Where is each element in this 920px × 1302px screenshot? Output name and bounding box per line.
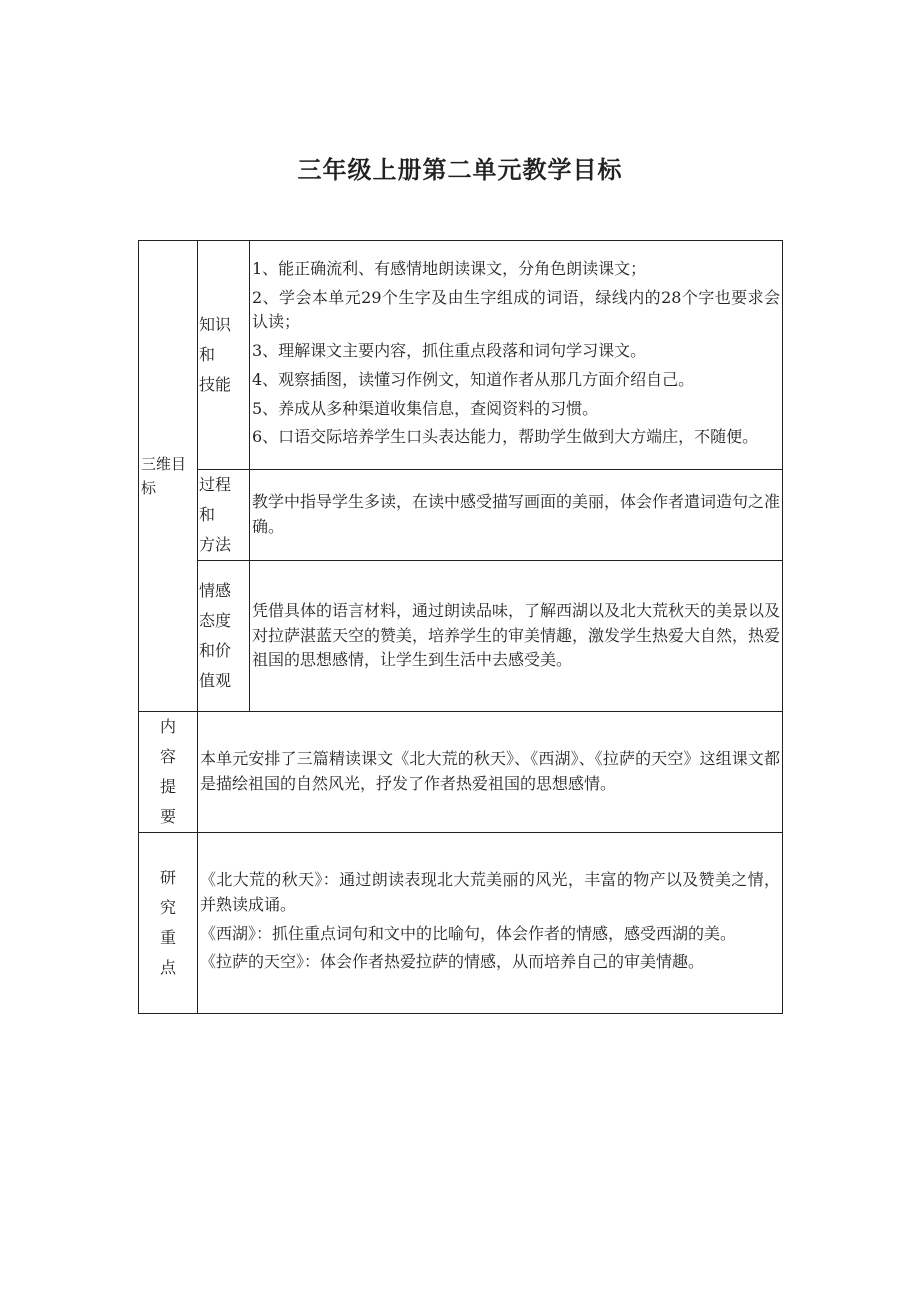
- knowledge-row: [139, 241, 783, 470]
- label-line: 知识: [199, 315, 232, 334]
- label-line: 和: [199, 345, 216, 364]
- research-focus-row: [139, 833, 783, 1014]
- knowledge-skills-content: [250, 241, 783, 470]
- research-focus-content: [198, 833, 783, 1014]
- content-summary-row: [139, 712, 783, 833]
- label-line: 过程: [199, 475, 232, 494]
- process-method-content: 教学中指导学生多读，在读中感受描写画面的美丽，体会作者遣词造句之准确。: [250, 470, 783, 561]
- emotion-values-content: 凭借具体的语言材料，通过朗读品味，了解西湖以及北大荒秋天的美景以及对拉萨湛蓝天空的赞美，培养学生的审美情趣，激发学生热爱大自然，热爱祖国的思想感情，让学生到生活中去感受美。: [250, 561, 783, 712]
- three-dimensional-goals-label: 三维目标: [139, 241, 198, 712]
- label-line: 要: [159, 807, 176, 826]
- label-line: 容: [159, 747, 176, 766]
- emotion-row: [139, 561, 783, 712]
- knowledge-skills-label: [198, 241, 250, 470]
- research-item: 《北大荒的秋天》：通过朗读表现北大荒美丽的风光，丰富的物产以及赞美之情，并熟读成诵。: [200, 869, 780, 914]
- page-title: 三年级上册第二单元教学目标: [297, 156, 623, 184]
- research-item: 《拉萨的天空》：体会作者热爱拉萨的情感，从而培养自己的审美情趣。: [200, 952, 705, 972]
- label-line: 内: [159, 717, 176, 736]
- knowledge-item: 5、养成从多种渠道收集信息，查阅资料的习惯。: [252, 398, 599, 418]
- label-line: 重: [159, 928, 176, 947]
- label-line: 提: [159, 777, 176, 796]
- knowledge-item: 4、观察插图，读懂习作例文，知道作者从那几方面介绍自己。: [252, 369, 695, 389]
- process-method-label: [198, 470, 250, 561]
- label-line: 和: [199, 505, 216, 524]
- research-focus-label: [139, 833, 198, 1014]
- label-line: 方法: [199, 535, 232, 554]
- label-line: 点: [159, 958, 176, 977]
- content-summary-label: [139, 712, 198, 833]
- content-summary-text: 本单元安排了三篇精读课文《北大荒的秋天》、《西湖》、《拉萨的天空》这组课文都是描绘祖国的自然风光，抒发了作者热爱祖国的思想感情。: [198, 712, 783, 833]
- label-line: 和价: [199, 641, 232, 660]
- knowledge-item: 2、学会本单元29个生字及由生字组成的词语，绿线内的28个字也要求会认读；: [252, 287, 780, 332]
- label-line: 值观: [199, 671, 232, 690]
- label-line: 态度: [199, 611, 232, 630]
- label-line: 情感: [199, 581, 232, 600]
- process-row: [139, 470, 783, 561]
- teaching-goals-table: [138, 240, 783, 1014]
- emotion-values-label: [198, 561, 250, 712]
- knowledge-item: 6、口语交际培养学生口头表达能力，帮助学生做到大方端庄，不随便。: [252, 427, 759, 447]
- label-line: 究: [159, 898, 176, 917]
- label-line: 研: [159, 868, 176, 887]
- research-item: 《西湖》：抓住重点词句和文中的比喻句，体会作者的情感，感受西湖的美。: [200, 923, 737, 943]
- knowledge-item: 1、能正确流利、有感情地朗读课文，分角色朗读课文；: [252, 258, 647, 278]
- label-line: 技能: [199, 375, 232, 394]
- knowledge-item: 3、理解课文主要内容，抓住重点段落和词句学习课文。: [252, 341, 647, 361]
